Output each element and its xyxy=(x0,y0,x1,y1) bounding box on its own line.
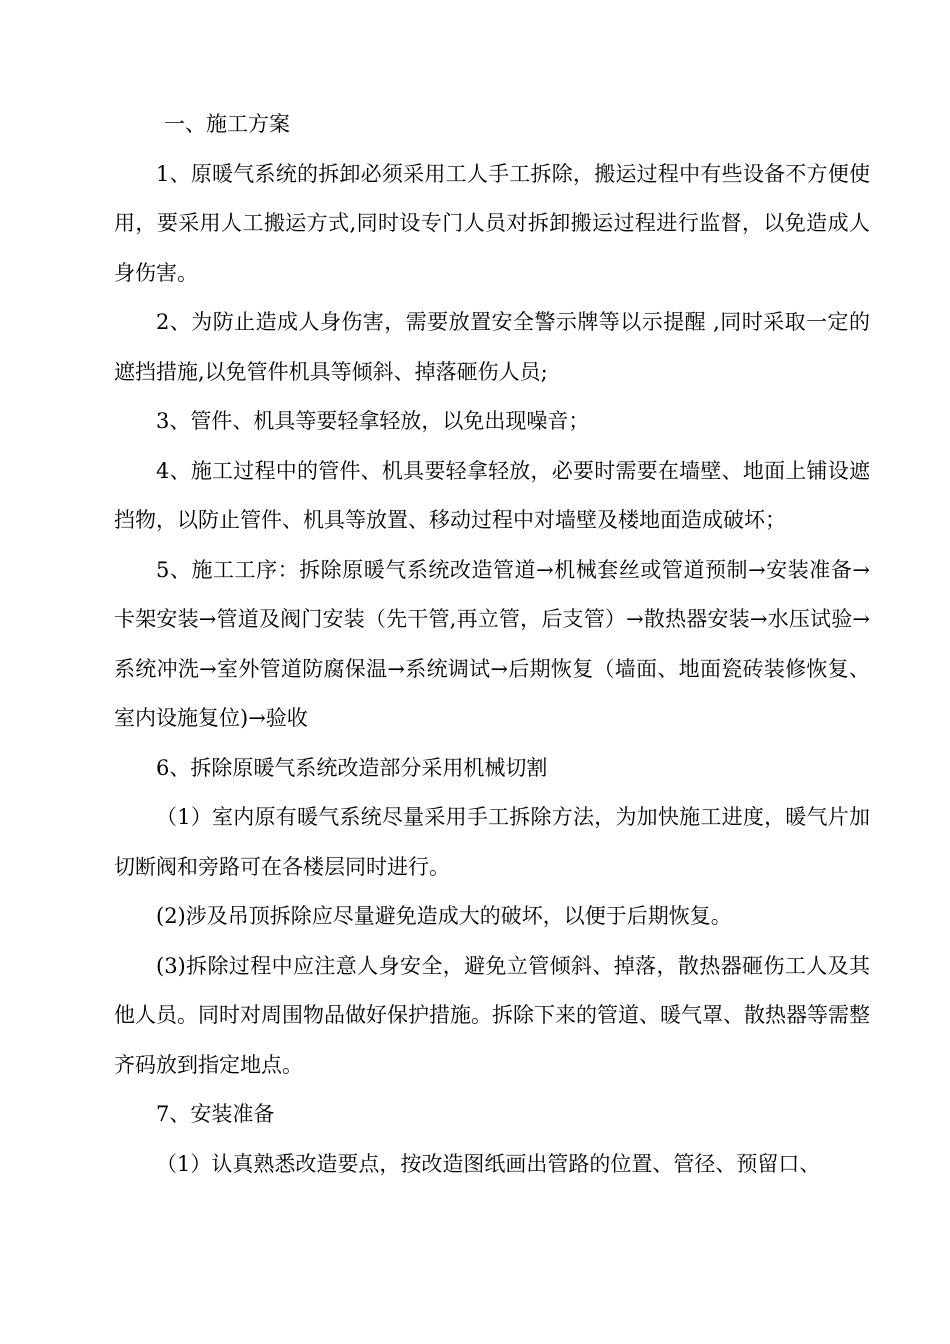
paragraph-1: 1、原暖气系统的拆卸必须采用工人手工拆除，搬运过程中有些设备不方便使用，要采用人工搬运方式,同时设专门人员对拆卸搬运过程进行监督，以免造成人身伤害。 xyxy=(114,161,870,285)
paragraph-2: 2、为防止造成人身伤害，需要放置安全警示牌等以示提醒 ,同时采取一定的遮挡措施,以免管件机具等倾斜、掉落砸伤人员; xyxy=(114,310,870,384)
section-heading: 一、施工方案 xyxy=(164,112,290,136)
paragraph-6: 6、拆除原暖气系统改造部分采用机械切割 xyxy=(156,755,548,780)
paragraph-7-1: （1）认真熟悉改造要点，按改造图纸画出管路的位置、管径、预留口、 xyxy=(156,1151,821,1176)
paragraph-3: 3、管件、机具等要轻拿轻放，以免出现噪音； xyxy=(156,409,590,433)
paragraph-6-3: (3)拆除过程中应注意人身安全，避免立管倾斜、掉落，散热器砸伤工人及其他人员。同时对周围物品做好保护措施。拆除下来的管道、暖气罩、散热器等需整齐码放到指定地点。 xyxy=(114,953,870,1077)
paragraph-5: 5、施工工序：拆除原暖气系统改造管道→机械套丝或管道预制→安装准备→卡架安装→管道及阀门安装（先干管,再立管，后支管）→散热器安装→水压试验→系统冲洗→室外管道防腐保温→系统调试→后期恢复（墙面、地面瓷砖装修恢复、室内设施复位)→验收 xyxy=(114,557,870,730)
paragraph-7: 7、安装准备 xyxy=(156,1102,275,1126)
paragraph-6-2: (2)涉及吊顶拆除应尽量避免造成大的破坏，以便于后期恢复。 xyxy=(156,904,732,928)
paragraph-6-1: （1）室内原有暖气系统尽量采用手工拆除方法，为加快施工进度，暖气片加切断阀和旁路可在各楼层同时进行。 xyxy=(114,805,870,879)
paragraph-4: 4、施工过程中的管件、机具要轻拿轻放，必要时需要在墙壁、地面上铺设遮挡物，以防止管件、机具等放置、移动过程中对墙壁及楼地面造成破坏； xyxy=(114,458,870,532)
